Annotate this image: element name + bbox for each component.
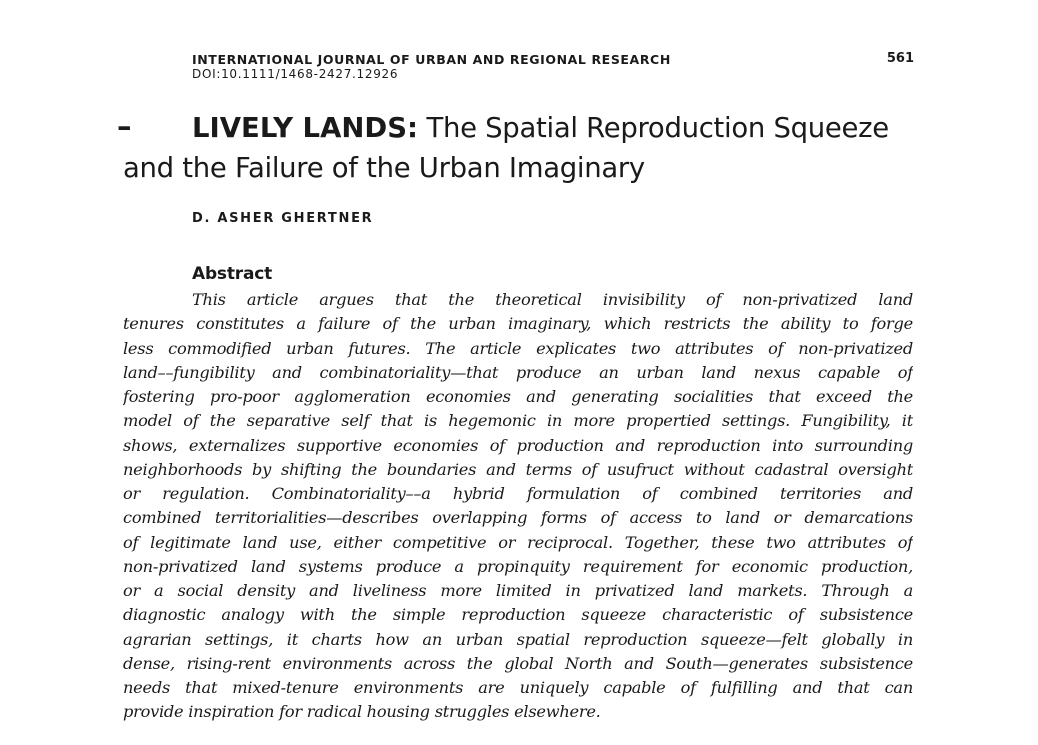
article-title	[123, 108, 915, 188]
title-dash-mark: –	[117, 109, 132, 143]
abstract-line: of legitimate land use, either competitive or reciprocal. Together, these two attributes of	[123, 532, 913, 552]
abstract-line: This article argues that the theoretical invisibility of non-privatized land	[192, 290, 913, 309]
title-bold-part: LIVELY LANDS:	[192, 112, 419, 144]
abstract-line: provide inspiration for radical housing struggles elsewhere.	[123, 702, 601, 722]
abstract-line: tenures constitutes a failure of the urban imaginary, which restricts the ability to forge	[123, 314, 913, 334]
abstract-line: shows, externalizes supportive economies of production and reproduction into surrounding	[123, 435, 913, 455]
abstract-line: dense, rising-rent environments across the global North and South—generates subsistence	[123, 653, 913, 673]
abstract-line: agrarian settings, it charts how an urban spatial reproduction squeeze—felt globally in	[123, 629, 913, 649]
journal-name: INTERNATIONAL JOURNAL OF URBAN AND REGIONAL RESEARCH	[192, 52, 671, 67]
abstract-line: neighborhoods by shifting the boundaries and terms of usufruct without cadastral oversight	[123, 459, 913, 479]
page-number: 561	[886, 51, 914, 66]
abstract-line: needs that mixed-tenure environments are uniquely capable of fulfilling and that can	[123, 678, 913, 697]
abstract-line: land––fungibility and combinatoriality—that produce an urban land nexus capable of	[123, 362, 913, 382]
title-line-1	[123, 108, 915, 148]
abstract-line: fostering pro-poor agglomeration economies and generating socialities that exceed the	[123, 387, 913, 406]
title-rest: The Spatial Reproduction Squeeze	[418, 112, 889, 144]
title-line-2: and the Failure of the Urban Imaginary	[123, 152, 645, 184]
abstract-line: or regulation. Combinatoriality––a hybrid formulation of combined territories and	[123, 484, 913, 503]
abstract-body	[123, 288, 913, 725]
abstract-line: non-privatized land systems produce a propinquity requirement for economic production,	[123, 556, 913, 576]
doi[interactable]: DOI:10.1111/1468-2427.12926	[192, 67, 399, 81]
abstract-line: or a social density and liveliness more limited in privatized land markets. Through a	[123, 581, 913, 600]
author-name: D. ASHER GHERTNER	[192, 211, 374, 226]
abstract-line: combined territorialities—describes overlapping forms of access to land or demarcations	[123, 508, 913, 528]
abstract-line: diagnostic analogy with the simple reproduction squeeze characteristic of subsistence	[123, 605, 913, 625]
abstract-line: model of the separative self that is hegemonic in more propertied settings. Fungibility, it	[123, 411, 913, 431]
journal-header	[192, 52, 671, 82]
abstract-heading: Abstract	[192, 264, 273, 284]
abstract-line: less commodified urban futures. The article explicates two attributes of non-privatized	[123, 338, 913, 358]
